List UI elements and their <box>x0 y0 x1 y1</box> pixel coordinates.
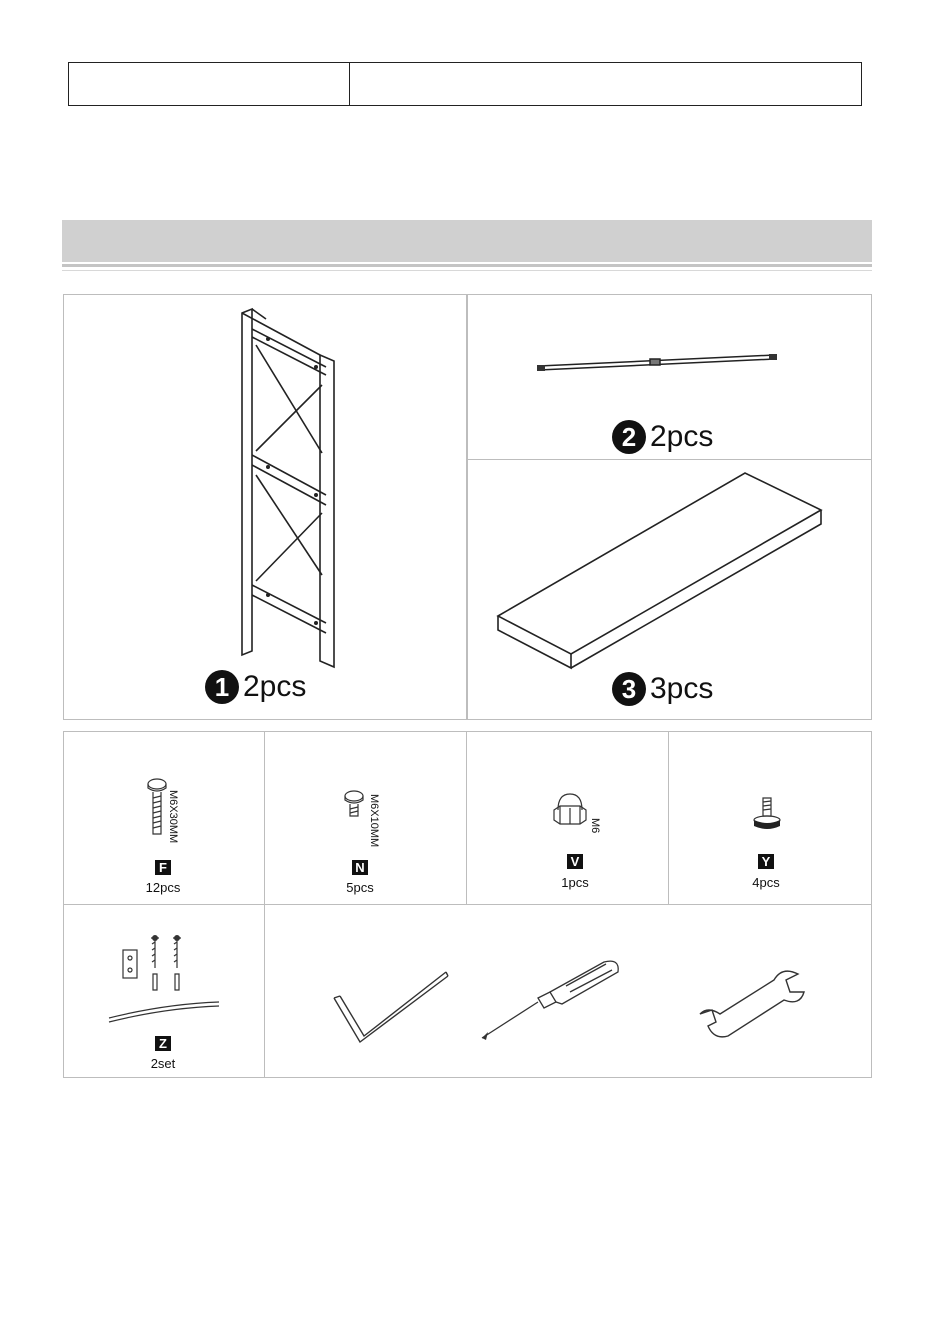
anti-tip-kit-icon <box>105 932 225 1024</box>
cross-bar-icon <box>535 352 780 372</box>
screwdriver-icon <box>478 958 624 1042</box>
part-3-label <box>612 672 713 706</box>
hardware-v-letter: V <box>567 854 583 869</box>
shelf-board-icon <box>495 470 825 670</box>
part-2-quantity: 2pcs <box>650 420 714 453</box>
allen-key-icon <box>330 968 452 1048</box>
hardware-v-size: M6 <box>589 818 601 834</box>
hardware-n-letter: N <box>352 860 368 875</box>
section-rule-thin <box>62 270 872 271</box>
leveling-foot-icon <box>750 796 784 832</box>
section-header-bar <box>62 220 872 262</box>
part-1-quantity: 2pcs <box>243 670 307 703</box>
header-table <box>68 62 862 106</box>
part-1-label <box>205 670 306 704</box>
part-3-quantity: 3pcs <box>650 672 714 705</box>
part-1-number: 1 <box>205 670 239 704</box>
part-2-number: 2 <box>612 420 646 454</box>
part-3-number: 3 <box>612 672 646 706</box>
hardware-y-letter: Y <box>758 854 774 869</box>
side-frame-icon <box>230 305 350 665</box>
hardware-f-quantity: 12pcs <box>145 880 181 895</box>
hardware-z-letter: Z <box>155 1036 171 1051</box>
hardware-z-quantity: 2set <box>150 1056 176 1071</box>
section-rule <box>62 264 872 267</box>
hardware-n-quantity: 5pcs <box>346 880 374 895</box>
wrench-icon <box>694 966 806 1046</box>
hardware-y-quantity: 4pcs <box>752 875 780 890</box>
hardware-v-quantity: 1pcs <box>561 875 589 890</box>
bolt-10mm-icon <box>343 790 367 820</box>
header-table-divider <box>349 62 350 106</box>
hardware-f-size: M6X30MM <box>167 790 179 844</box>
part-2-label <box>612 420 713 454</box>
hardware-n-size: M6X10MM <box>368 794 380 848</box>
hardware-f-letter: F <box>155 860 171 875</box>
cap-nut-icon <box>550 790 590 826</box>
